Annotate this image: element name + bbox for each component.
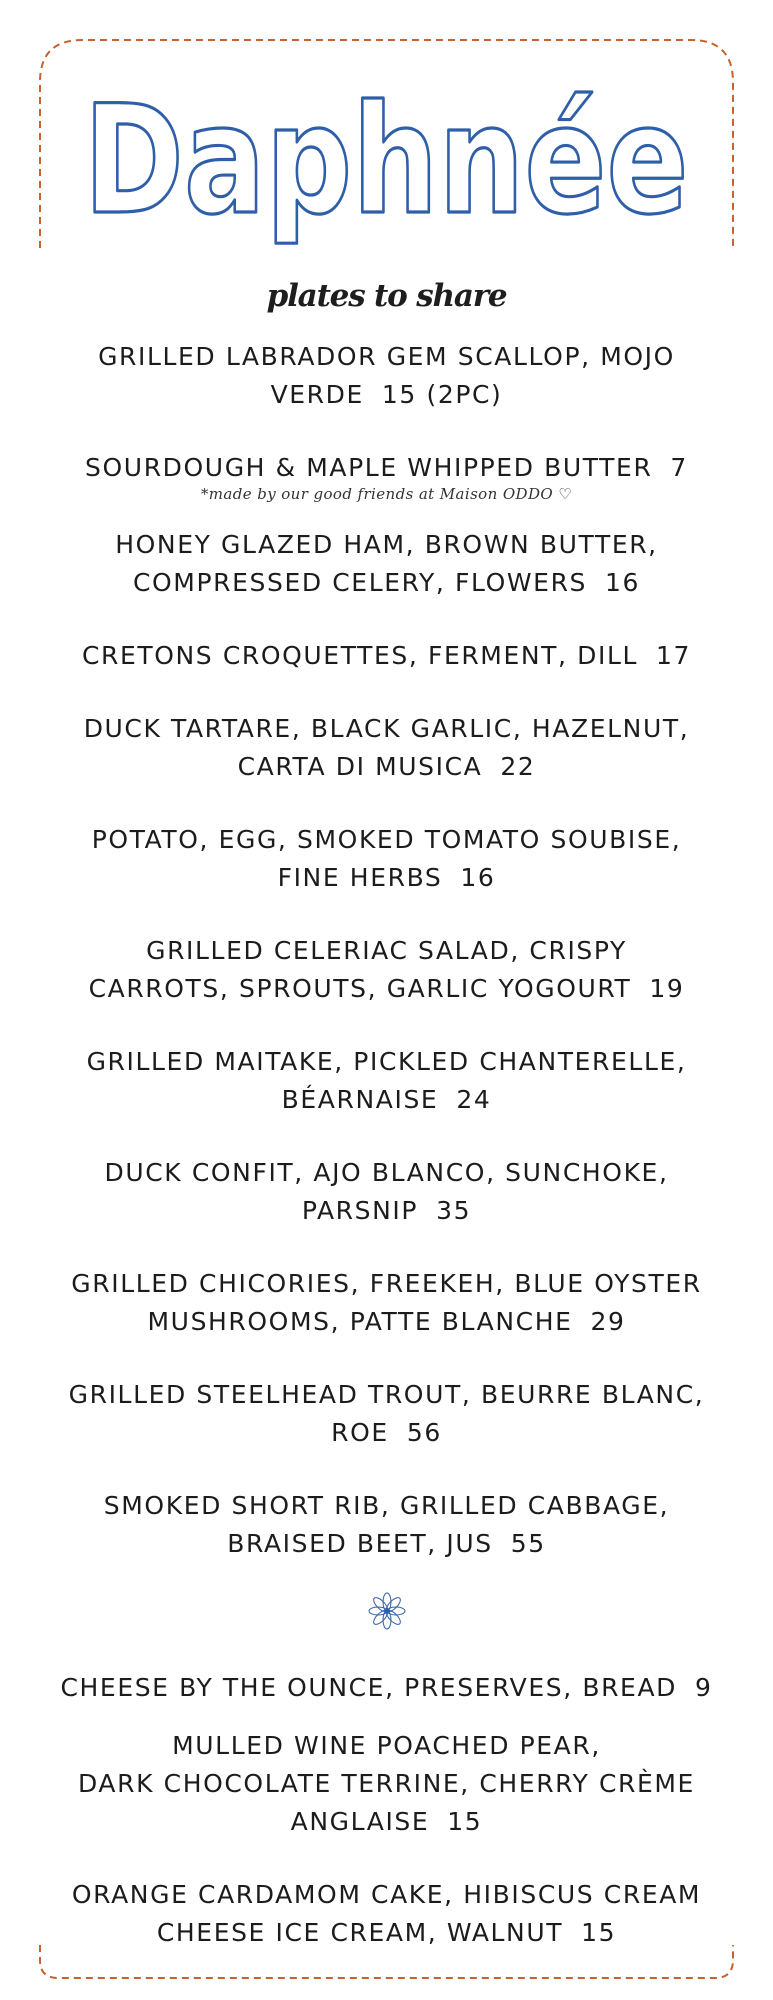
menu-item-price: 22 xyxy=(500,752,536,781)
menu-item-name: ANGLAISE xyxy=(290,1807,430,1836)
dessert-item xyxy=(40,1727,733,1841)
menu-item-price: 55 xyxy=(510,1529,546,1558)
menu-item xyxy=(40,1376,733,1452)
menu-item-name: GRILLED MAITAKE, PICKLED CHANTERELLE, xyxy=(86,1047,687,1076)
menu-item-price: 7 xyxy=(670,453,688,482)
menu-item-name: ROE xyxy=(331,1418,389,1447)
menu-item-price: 15 xyxy=(581,1918,617,1947)
menu-item-price: 9 xyxy=(695,1673,713,1702)
menu-item-price: 56 xyxy=(406,1418,442,1447)
menu-item-price: 24 xyxy=(456,1085,492,1114)
menu-item-name: FINE HERBS xyxy=(277,863,443,892)
menu-item-price: 19 xyxy=(649,974,685,1003)
menu-item xyxy=(40,1154,733,1230)
menu-item-name: VERDE xyxy=(270,380,364,409)
menu-item xyxy=(40,710,733,786)
menu-item-price: 29 xyxy=(590,1307,626,1336)
menu-item-name: SMOKED SHORT RIB, GRILLED CABBAGE, xyxy=(103,1491,670,1520)
menu-item-name: GRILLED CHICORIES, FREEKEH, BLUE OYSTER xyxy=(71,1269,702,1298)
restaurant-logo xyxy=(80,74,693,255)
menu-item-name: COMPRESSED CELERY, FLOWERS xyxy=(132,568,588,597)
menu-item-name: MULLED WINE POACHED PEAR, xyxy=(172,1731,601,1760)
menu-item xyxy=(40,338,733,414)
menu-item-name: CHEESE ICE CREAM, WALNUT xyxy=(156,1918,564,1947)
menu-item-name: HONEY GLAZED HAM, BROWN BUTTER, xyxy=(115,530,658,559)
menu-item-name: ORANGE CARDAMOM CAKE, HIBISCUS CREAM xyxy=(71,1880,702,1909)
menu-item-price: 15 (2PC) xyxy=(381,380,503,409)
menu-item-price: 17 xyxy=(656,641,692,670)
menu-item xyxy=(40,637,733,675)
menu-item-name: GRILLED CELERIAC SALAD, CRISPY xyxy=(146,936,627,965)
menu-item-name: GRILLED STEELHEAD TROUT, BEURRE BLANC, xyxy=(68,1380,705,1409)
menu-item xyxy=(40,821,733,897)
menu-item xyxy=(40,526,733,602)
menu-item-name: BÉARNAISE xyxy=(281,1085,439,1114)
menu-item xyxy=(40,1265,733,1341)
menu-item-name: DUCK TARTARE, BLACK GARLIC, HAZELNUT, xyxy=(83,714,690,743)
menu-item-name: POTATO, EGG, SMOKED TOMATO SOUBISE, xyxy=(91,825,682,854)
menu-item xyxy=(40,449,733,487)
menu-item-note: *made by our good friends at Maison ODDO ♡ xyxy=(200,485,573,503)
menu-item xyxy=(40,1043,733,1119)
menu-item-price: 16 xyxy=(605,568,641,597)
menu-item-name: CHEESE BY THE OUNCE, PRESERVES, BREAD xyxy=(60,1673,678,1702)
menu-item-price: 15 xyxy=(447,1807,483,1836)
menu-item-name: CRETONS CROQUETTES, FERMENT, DILL xyxy=(81,641,639,670)
menu-item-name: MUSHROOMS, PATTE BLANCHE xyxy=(147,1307,573,1336)
menu-item-name: DARK CHOCOLATE TERRINE, CHERRY CRÈME xyxy=(78,1769,695,1798)
menu-item-name: DUCK CONFIT, AJO BLANCO, SUNCHOKE, xyxy=(104,1158,669,1187)
menu-item-name: PARSNIP xyxy=(301,1196,419,1225)
menu-item-price: 16 xyxy=(460,863,496,892)
menu-list xyxy=(40,338,733,1952)
menu-item-name: BRAISED BEET, JUS xyxy=(227,1529,493,1558)
menu-item-price: 35 xyxy=(436,1196,472,1225)
menu-item-name: SOURDOUGH & MAPLE WHIPPED BUTTER xyxy=(85,453,653,482)
dessert-item xyxy=(40,1876,733,1952)
menu-item xyxy=(40,932,733,1008)
restaurant-name: Daphnée xyxy=(83,74,689,248)
menu-item xyxy=(40,1487,733,1563)
flower-icon xyxy=(367,1591,407,1631)
menu-item-name: GRILLED LABRADOR GEM SCALLOP, MOJO xyxy=(98,342,675,371)
menu-item-name: CARTA DI MUSICA xyxy=(237,752,483,781)
section-title: plates to share xyxy=(266,278,507,314)
menu-item-name: CARROTS, SPROUTS, GARLIC YOGOURT xyxy=(88,974,632,1003)
dessert-item xyxy=(40,1669,733,1707)
